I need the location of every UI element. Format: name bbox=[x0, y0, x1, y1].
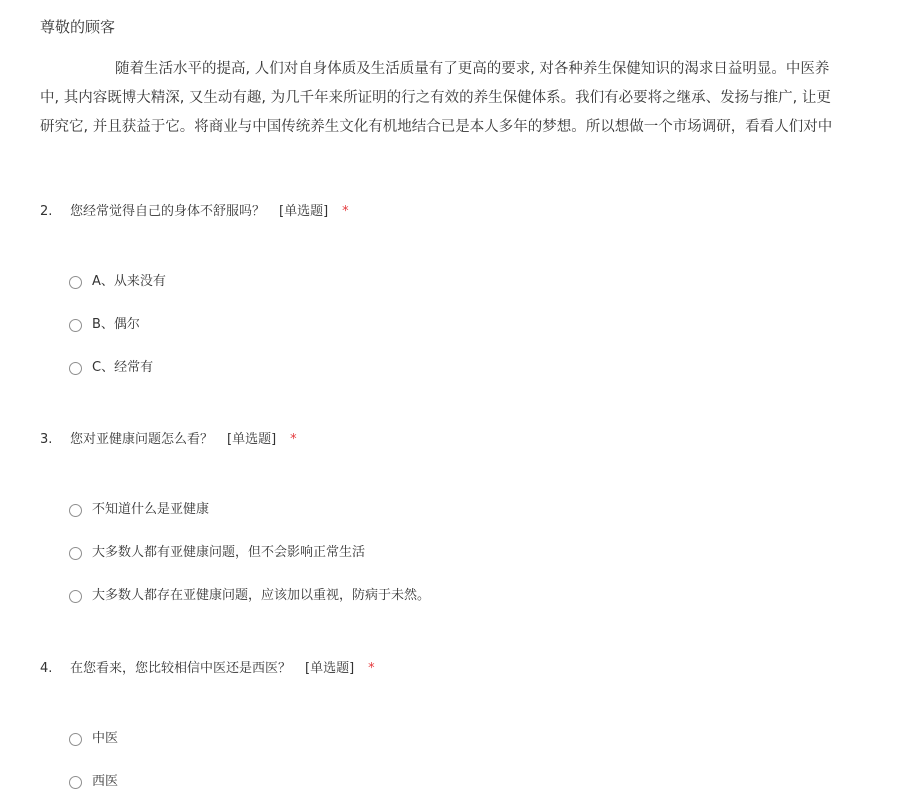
option-label: 不知道什么是亚健康 bbox=[92, 502, 210, 517]
option-radio[interactable] bbox=[69, 586, 430, 606]
radio-button-icon[interactable] bbox=[69, 590, 82, 603]
required-marker: * bbox=[290, 432, 297, 447]
question-type-label: [单选题] bbox=[279, 204, 329, 219]
intro-paragraph bbox=[40, 55, 900, 142]
question-type-label: [单选题] bbox=[227, 432, 277, 447]
question-3 bbox=[40, 430, 880, 603]
intro-line: 随着生活水平的提高, 人们对自身体质及生活质量有了更高的要求, 对各种养生保健知识的渴求日益明显。中医养 bbox=[115, 61, 830, 77]
option-label: 中医 bbox=[92, 731, 119, 746]
option-radio[interactable] bbox=[69, 500, 209, 520]
required-marker: * bbox=[342, 204, 349, 219]
option-label: B、偶尔 bbox=[92, 317, 140, 332]
option-label: 大多数人都有亚健康问题，但不会影响正常生活 bbox=[92, 545, 366, 560]
option-radio[interactable] bbox=[69, 543, 365, 563]
radio-button-icon[interactable] bbox=[69, 733, 82, 746]
radio-button-icon[interactable] bbox=[69, 319, 82, 332]
radio-button-icon[interactable] bbox=[69, 504, 82, 517]
question-header bbox=[40, 202, 880, 222]
option-label: C、经常有 bbox=[92, 360, 154, 375]
option-label: 大多数人都存在亚健康问题，应该加以重视，防病于未然。 bbox=[92, 588, 431, 603]
question-header bbox=[40, 659, 880, 679]
option-label: 西医 bbox=[92, 774, 119, 789]
radio-button-icon[interactable] bbox=[69, 362, 82, 375]
intro-line: 研究它, 并且获益于它。将商业与中国传统养生文化有机地结合已是本人多年的梦想。所以想做一个市场调研，看看人们对中 bbox=[40, 119, 833, 135]
required-marker: * bbox=[368, 661, 375, 676]
question-number: 3. bbox=[40, 432, 53, 447]
option-radio[interactable] bbox=[69, 772, 118, 792]
question-text: 您经常觉得自己的身体不舒服吗？ bbox=[70, 204, 266, 219]
question-text: 在您看来，您比较相信中医还是西医？ bbox=[70, 661, 292, 676]
intro-title: 尊敬的顾客 bbox=[40, 18, 116, 36]
radio-button-icon[interactable] bbox=[69, 776, 82, 789]
question-2 bbox=[40, 202, 880, 375]
question-4 bbox=[40, 659, 880, 789]
question-text: 您对亚健康问题怎么看？ bbox=[70, 432, 214, 447]
option-radio[interactable] bbox=[69, 358, 153, 378]
question-type-label: [单选题] bbox=[305, 661, 355, 676]
option-radio[interactable] bbox=[69, 729, 118, 749]
intro-line: 中, 其内容既博大精深, 又生动有趣, 为几千年来所证明的行之有效的养生保健体系。我们有必要将之继承、发扬与推广, 让更 bbox=[40, 90, 831, 106]
question-number: 2. bbox=[40, 204, 53, 219]
question-header bbox=[40, 430, 880, 450]
option-radio[interactable] bbox=[69, 315, 140, 335]
radio-button-icon[interactable] bbox=[69, 547, 82, 560]
question-number: 4. bbox=[40, 661, 53, 676]
option-radio[interactable] bbox=[69, 272, 166, 292]
option-label: A、从来没有 bbox=[92, 274, 166, 289]
radio-button-icon[interactable] bbox=[69, 276, 82, 289]
